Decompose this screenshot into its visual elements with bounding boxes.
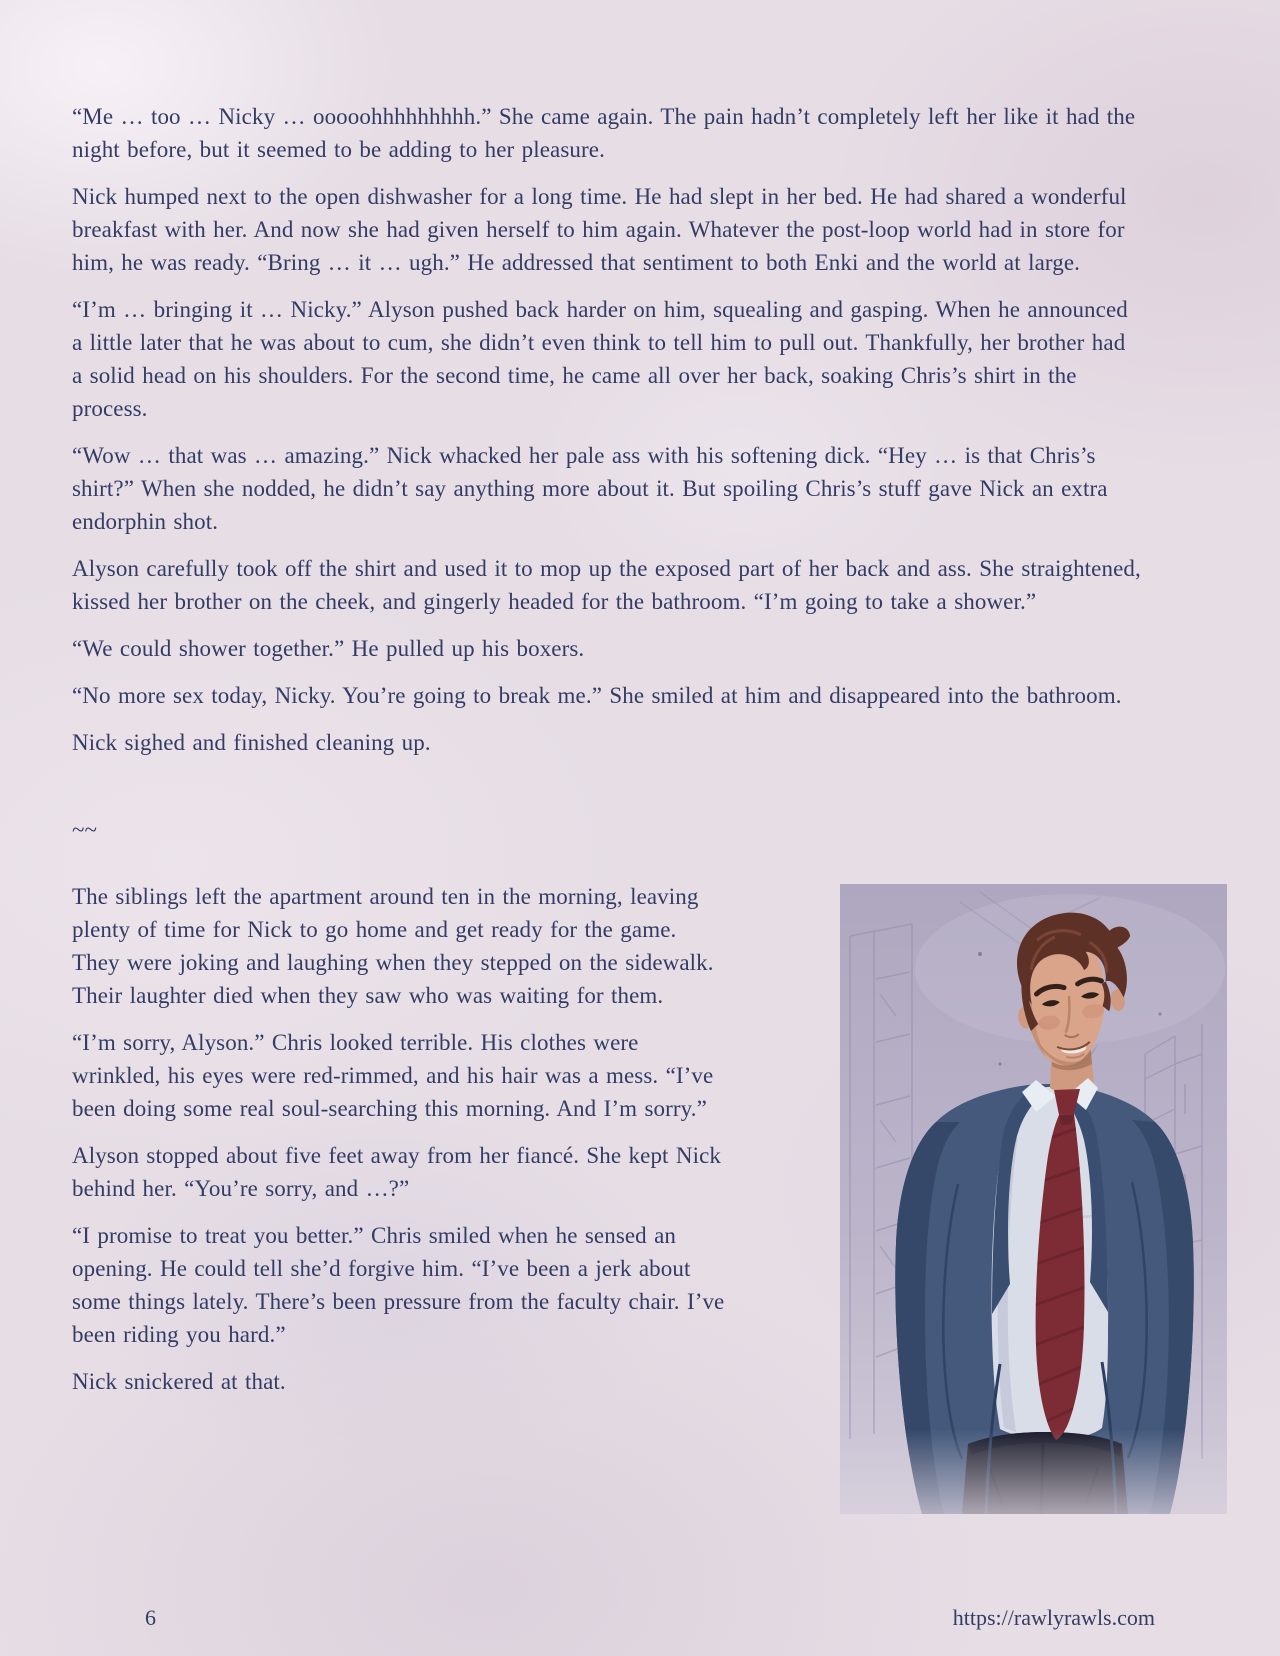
- story-paragraph: “I’m sorry, Alyson.” Chris looked terrible. His clothes were wrinkled, his eyes were red-rimmed, and his hair was a mess. “I’ve been doing some real soul-searching this morning. And I’m sorry.”: [72, 1030, 714, 1121]
- man-in-suit-illustration: [840, 884, 1227, 1514]
- story-paragraph: Nick humped next to the open dishwasher for a long time. He had slept in her bed. He had shared a wonderful breakfast with her. And now she had given herself to him again. Whatever the post-loop world had in store for him, he was ready. “Bring … it … ugh.” He addressed that sentiment to both Enki and the world at large.: [72, 184, 1127, 275]
- story-paragraph: Alyson stopped about five feet away from her fiancé. She kept Nick behind her. “You’re sorry, and …?”: [72, 1143, 722, 1201]
- page-footer: [145, 1604, 1155, 1632]
- story-paragraph: “We could shower together.” He pulled up his boxers.: [72, 636, 585, 661]
- story-columns: [0, 880, 1280, 1514]
- story-paragraph: “No more sex today, Nicky. You’re going to break me.” She smiled at him and disappeared into the bathroom.: [72, 683, 1122, 708]
- story-paragraph: “I promise to treat you better.” Chris smiled when he sensed an opening. He could tell she’d forgive him. “I’ve been a jerk about some things lately. There’s been pressure from the faculty chair. I’ve been riding you hard.”: [72, 1223, 725, 1347]
- story-paragraph: Nick sighed and finished cleaning up.: [72, 730, 431, 755]
- story-paragraph: “Wow … that was … amazing.” Nick whacked her pale ass with his softening dick. “Hey … is that Chris’s shirt?” When she nodded, he didn’t say anything more about it. But spoiling Chris’s stuff gave Nick an extra endorphin shot.: [72, 443, 1108, 534]
- story-illustration: [840, 884, 1227, 1514]
- page-number: 6: [145, 1605, 156, 1630]
- story-paragraph: The siblings left the apartment around ten in the morning, leaving plenty of time for Nick to go home and get ready for the game. They were joking and laughing when they stepped on the sidewalk. Their laughter died when they saw who was waiting for them.: [72, 884, 714, 1008]
- bottom-fog: [840, 1429, 1227, 1514]
- scene-separator-wrap: [0, 813, 1214, 846]
- site-url-link[interactable]: https://rawlyrawls.com: [952, 1605, 1155, 1630]
- story-paragraph: “I’m … bringing it … Nicky.” Alyson pushed back harder on him, squealing and gasping. When he announced a little later that he was about to cum, she didn’t even think to tell him to pull out. Thankfully, her brother had a solid head on his shoulders. For the second time, he came all over her back, soaking Chris’s shirt in the process.: [72, 297, 1128, 421]
- story-paragraph: Alyson carefully took off the shirt and used it to mop up the exposed part of her back and ass. She straightened, kissed her brother on the cheek, and gingerly headed for the bathroom. “I’m going to take a shower.”: [72, 556, 1141, 614]
- story-paragraph: Nick snickered at that.: [72, 1369, 286, 1394]
- story-text-column: [72, 880, 727, 1412]
- scene-separator: ~~: [72, 817, 98, 842]
- story-text-top: [0, 0, 1214, 759]
- story-paragraph: “Me … too … Nicky … ooooohhhhhhhhh.” She came again. The pain hadn’t completely left her like it had the night before, but it seemed to be adding to her pleasure.: [72, 104, 1136, 162]
